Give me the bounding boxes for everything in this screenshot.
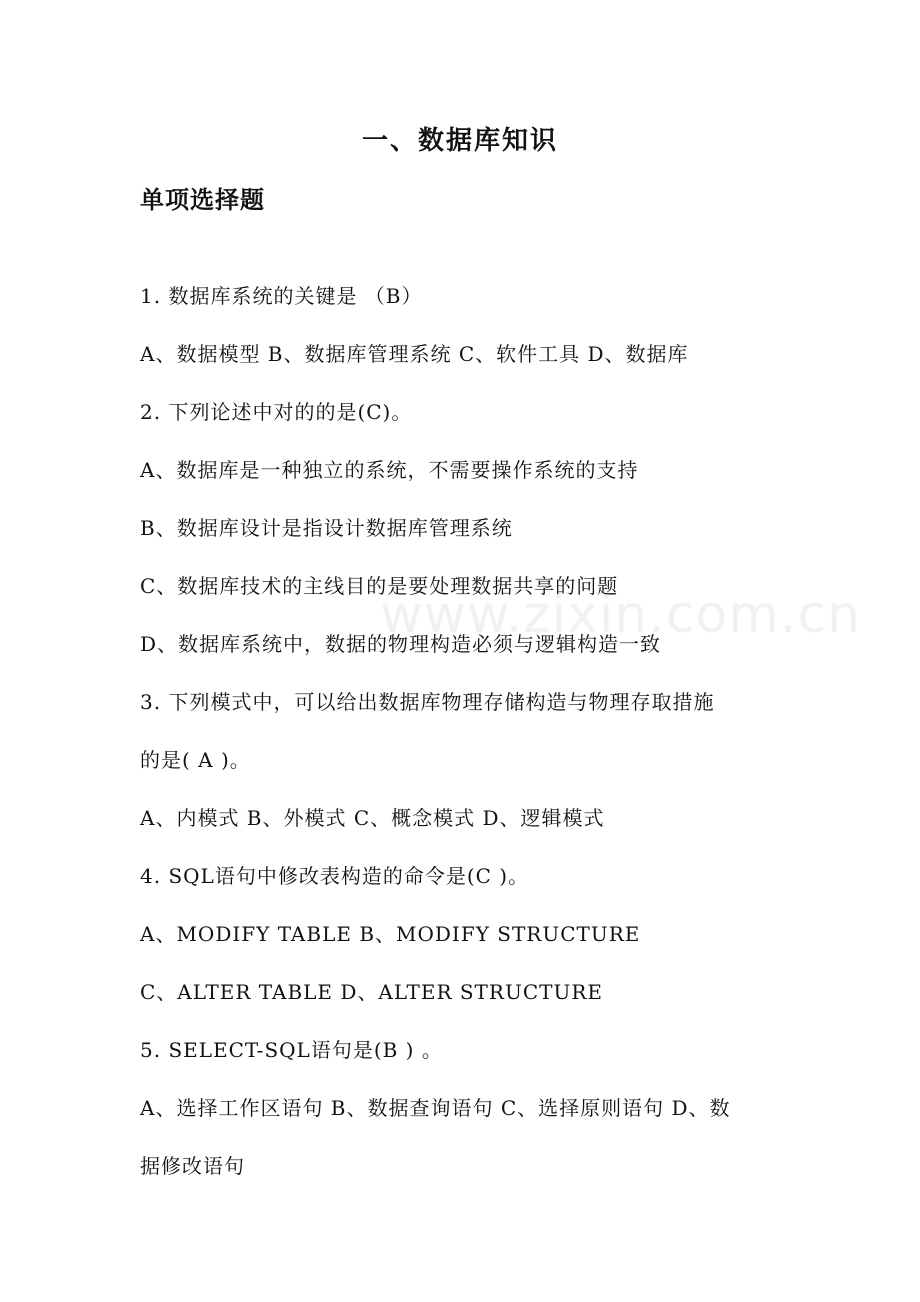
question-4-options-ab: A、MODIFY TABLE B、MODIFY STRUCTURE: [140, 922, 641, 946]
page-title: 一、数据库知识: [361, 126, 558, 156]
question-3-stem-continued: 的是( A )。: [140, 748, 251, 772]
question-2-option-c: C、数据库技术的主线目的是要处理数据共享的问题: [140, 574, 619, 598]
question-3-options: A、内模式 B、外模式 C、概念模式 D、逻辑模式: [140, 806, 605, 830]
question-2-option-d: D、数据库系统中，数据的物理构造必须与逻辑构造一致: [140, 632, 662, 656]
section-heading: 单项选择题: [140, 185, 265, 214]
question-4-stem: 4. SQL语句中修改表构造的命令是(C )。: [140, 864, 530, 888]
question-5-options: A、选择工作区语句 B、数据查询语句 C、选择原则语句 D、数: [140, 1096, 731, 1120]
question-4-options-cd: C、ALTER TABLE D、ALTER STRUCTURE: [140, 980, 603, 1004]
question-list: [140, 267, 800, 1195]
question-5-stem: 5. SELECT-SQL语句是(B ) 。: [140, 1038, 443, 1062]
question-1-stem: 1. 数据库系统的关键是 （B）: [140, 284, 423, 308]
question-5-options-continued: 据修改语句: [140, 1154, 245, 1178]
question-2-stem: 2. 下列论述中对的的是(C)。: [140, 400, 413, 424]
question-2-option-b: B、数据库设计是指设计数据库管理系统: [140, 516, 513, 540]
question-3-stem: 3. 下列模式中，可以给出数据库物理存储构造与物理存取措施: [140, 690, 715, 714]
watermark: www.zixin.com.cn: [380, 585, 861, 645]
question-1-options: A、数据模型 B、数据库管理系统 C、软件工具 D、数据库: [140, 342, 689, 366]
question-2-option-a: A、数据库是一种独立的系统，不需要操作系统的支持: [140, 458, 639, 482]
